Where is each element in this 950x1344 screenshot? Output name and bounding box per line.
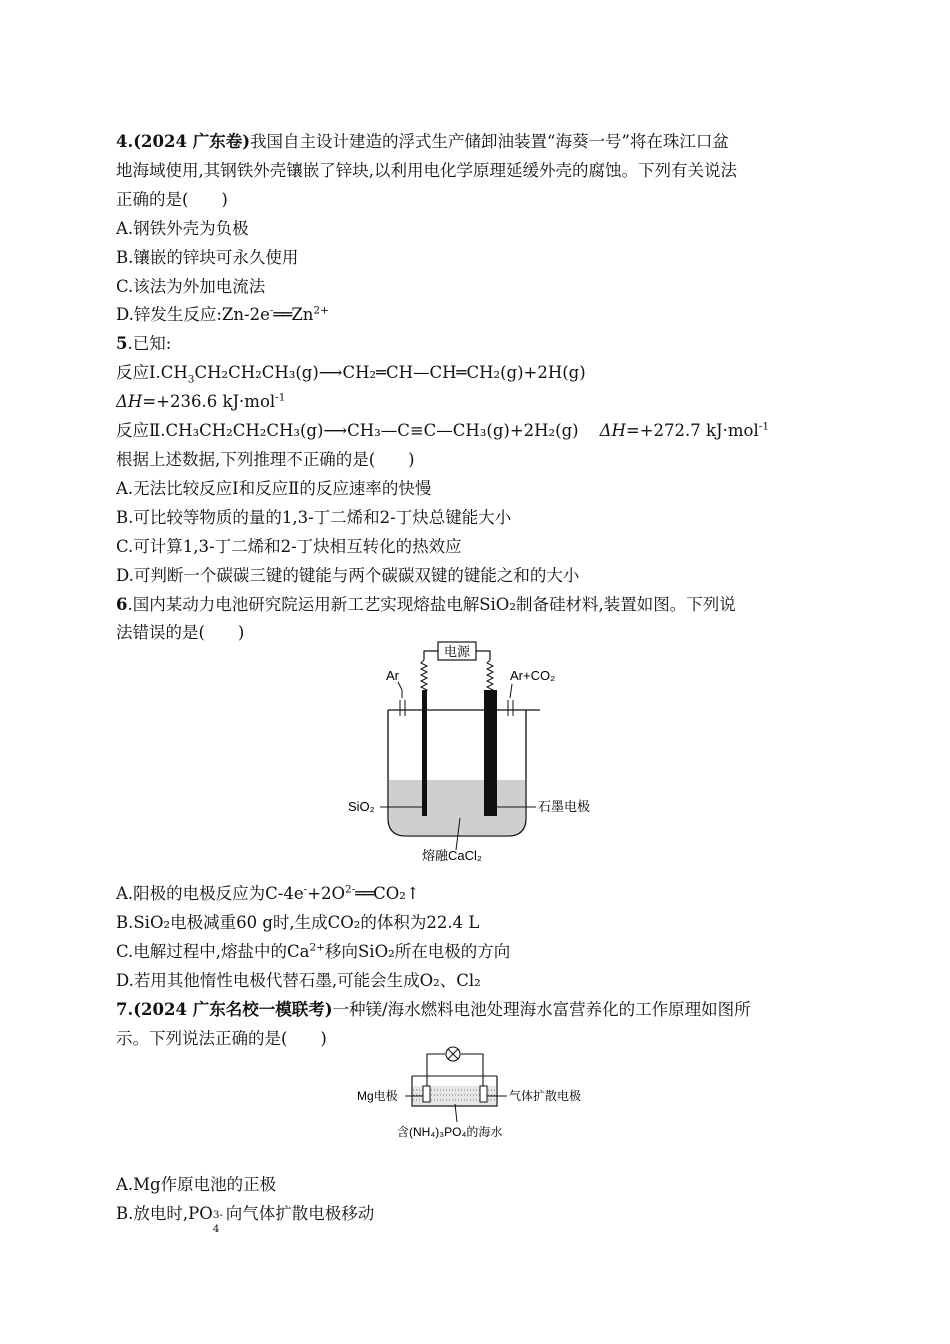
q7-stem-line2: 示。下列说法正确的是( ) [116,1028,327,1048]
q5-r2-dh-sup: -1 [758,420,769,433]
q6-a-sup1: - [303,883,308,896]
sio2-label: SiO₂ [348,799,375,814]
q7-b-pre: B.放电时,PO [116,1203,213,1223]
q4-option-a[interactable]: A.钢铁外壳为负极 [116,218,249,238]
q6-a-post: CO₂↑ [373,884,420,904]
q5-option-c[interactable]: C.可计算1,3-丁二烯和2-丁炔相互转化的热效应 [116,536,462,556]
q6-electrolysis-figure [340,640,610,868]
q6-a-eq: ══ [355,884,374,904]
wire-right [476,651,490,660]
q5-r2-dh-sym: ΔH [599,421,626,441]
power-label: 电源 [443,644,471,659]
q5-option-b[interactable]: B.可比较等物质的量的1,3-丁二烯和2-丁炔总键能大小 [116,507,512,527]
q5-intro: .已知: [127,334,172,354]
mg-electrode [423,1086,430,1102]
q6-c-pre: C.电解过程中,熔盐中的Ca [116,942,310,962]
ar-label: Ar [386,668,399,683]
q5-reaction2 [116,417,836,446]
q5-r2-dh: =+272.7 kJ·mol [625,421,759,441]
q7-stem-line1 [116,996,836,1025]
q4-source: .(2024 广东卷) [127,132,251,151]
q4-stem-line2: 地海域使用,其钢铁外壳镶嵌了锌块,以利用电化学原理延缓外壳的腐蚀。下列有关说法 [116,160,737,180]
q4-stem1: 我国自主设计建造的浮式生产储卸油装置“海葵一号”将在珠江口盆 [250,132,729,151]
q5-r1-label: 反应Ⅰ.CH [116,363,188,383]
q5-r1-dh-sym: ΔH [116,392,143,412]
ar-pointer [398,682,402,698]
q4-option-b[interactable]: B.镶嵌的锌块可永久使用 [116,247,299,267]
q6-c-sup: 2+ [309,941,325,954]
q5-stem [116,330,836,359]
gas-label: 气体扩散电极 [509,1089,582,1103]
q7-stem1: 一种镁/海水燃料电池处理海水富营养化的工作原理如图所 [332,999,751,1019]
q4-stem-line1 [116,128,836,157]
q6-option-d[interactable]: D.若用其他惰性电极代替石墨,可能会生成O₂、Cl₂ [116,971,481,991]
q5-r1-dh-sup: -1 [275,391,286,404]
q7-option-b[interactable]: B.放电时,PO 3- 4 向气体扩散电极移动 [116,1203,375,1235]
q6-option-c[interactable] [116,938,836,967]
q6-c-post: 移向SiO₂所在电极的方向 [324,942,511,962]
spring-right [487,660,493,693]
q5-r2-label: 反应Ⅱ.CH₃CH₂CH₂CH₃(g)⟶CH₃—C≡C—CH₃(g)+2H₂(g) [116,421,579,441]
q5-reaction1-dh [116,388,836,417]
q7-fuel-cell-figure [357,1042,597,1142]
q6-option-a[interactable] [116,880,836,909]
q6-option-b[interactable]: B.SiO₂电极减重60 g时,生成CO₂的体积为22.4 L [116,913,480,933]
water-pointer [455,1104,457,1122]
q6-a-pre: A.阳极的电极反应为C-4e [116,884,304,904]
q6-a-sup2: 2- [345,883,356,896]
q6-stem-line2: 法错误的是( ) [116,623,245,643]
ar-co2-pointer [510,684,512,698]
q4-d-sup1: - [269,304,274,317]
q5-ask: 根据上述数据,下列推理不正确的是( ) [116,449,415,469]
graphite-label: 石墨电极 [538,799,591,814]
q5-r1-dh: =+236.6 kJ·mol [142,392,276,412]
water-label: 含(NH₄)₃PO₄的海水 [397,1125,503,1139]
q4-number: 4 [116,132,128,151]
sio2-electrode [422,690,427,816]
q5-option-d[interactable]: D.可判断一个碳碳三键的键能与两个碳碳双键的键能之和的大小 [116,565,580,585]
q6-a-mid: +2O [307,884,346,904]
spring-left [421,660,427,693]
q6-stem-line1 [116,591,836,620]
q6-number: 6 [116,594,128,614]
q4-d-post: Zn [291,305,314,325]
q4-d-pre: D.锌发生反应:Zn-2e [116,305,270,325]
q5-option-a[interactable]: A.无法比较反应Ⅰ和反应Ⅱ的反应速率的快慢 [116,478,432,498]
mg-label: Mg电极 [357,1089,398,1103]
melt-label: 熔融CaCl₂ [422,848,482,863]
gas-electrode [480,1086,487,1102]
graphite-electrode [484,690,497,816]
q5-number: 5 [116,334,128,354]
q7-source: .(2024 广东名校一模联考) [127,999,333,1019]
q7-b-post: 向气体扩散电极移动 [225,1203,375,1223]
q7-number: 7 [116,999,128,1019]
q5-reaction1: 反应$Ⅰ.CH_3CH_2CH_2CH_3(g)⟶CH_2═CH—CH═CH_2(g)+2H(g)$ [116,363,586,386]
q6-stem1: .国内某动力电池研究院运用新工艺实现熔盐电解SiO₂制备硅材料,装置如图。下列说 [127,594,736,614]
wire-left [424,651,438,660]
ar-co2-label: Ar+CO₂ [510,668,556,683]
q4-option-c[interactable]: C.该法为外加电流法 [116,276,266,296]
q5-r1-rest: CH₂CH₂CH₃(g)⟶CH₂═CH—CH═CH₂(g)+2H(g) [194,363,586,383]
q4-option-d[interactable] [116,301,836,330]
q4-d-eq: ══ [273,305,292,325]
q4-stem-line3: 正确的是( ) [116,189,228,209]
q4-d-sup2: 2+ [313,304,329,317]
q7-option-a[interactable]: A.Mg作原电池的正极 [116,1174,277,1194]
